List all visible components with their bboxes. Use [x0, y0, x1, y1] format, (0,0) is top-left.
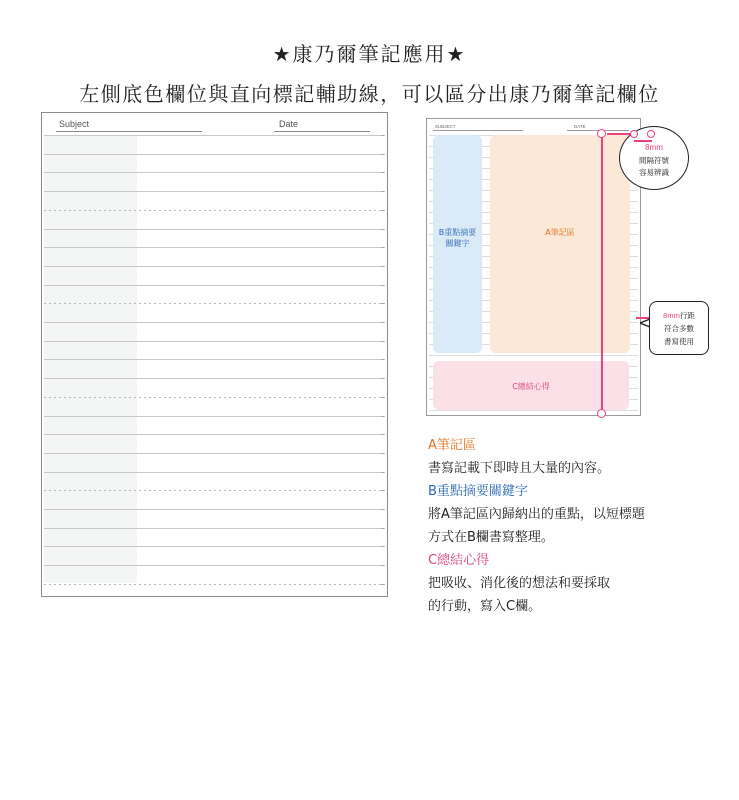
ruled-line — [44, 135, 385, 136]
zone-b-label-line1: B重點摘要 — [438, 228, 477, 237]
rule-callout-line0 — [650, 309, 708, 322]
ruled-line — [44, 229, 385, 230]
rule-value: 8mm — [663, 311, 680, 320]
legend-a-desc: 書寫記載下即時且大量的內容。 — [428, 461, 611, 476]
edge-tick — [381, 341, 384, 342]
ruled-line — [44, 490, 385, 491]
edge-tick — [381, 191, 384, 192]
ruled-line — [44, 416, 385, 417]
ruled-line — [44, 191, 385, 192]
zone-a-label: A筆記區 — [545, 228, 575, 237]
edge-tick — [381, 322, 384, 323]
edge-tick — [381, 490, 384, 491]
edge-tick — [381, 266, 384, 267]
ruled-line — [44, 453, 385, 454]
spacing-value: 8mm — [645, 143, 663, 152]
ruled-line — [44, 172, 385, 173]
subject-line — [56, 131, 202, 132]
edge-tick — [381, 509, 384, 510]
page-title: ★康乃爾筆記應用★ — [272, 42, 467, 66]
ruled-line — [44, 397, 385, 398]
cornell-diagram — [426, 118, 641, 416]
edge-tick — [381, 416, 384, 417]
callout-circle-left — [630, 130, 638, 138]
ruled-line — [44, 509, 385, 510]
page-subtitle: 左側底色欄位與直向標記輔助線，可以區分出康乃爾筆記欄位 — [79, 82, 660, 106]
legend-b-desc-line1: 將A筆記區內歸納出的重點，以短標題 — [428, 507, 645, 522]
diagram-subject-line — [433, 130, 523, 131]
ruled-line — [44, 546, 385, 547]
ruled-line — [44, 154, 385, 155]
edge-tick — [381, 229, 384, 230]
spacing-text-line1: 間隔符號 — [639, 156, 669, 165]
zone-c-label: C總結心得 — [512, 382, 550, 391]
date-label: Date — [279, 119, 299, 129]
notebook-page — [41, 112, 388, 597]
ruled-line — [44, 341, 385, 342]
legend-a-title: A筆記區 — [428, 438, 476, 453]
legend-b-desc-line2: 方式在B欄書寫整理。 — [428, 530, 554, 545]
guide-bottom-circle — [597, 409, 606, 418]
edge-tick — [381, 546, 384, 547]
ruled-line — [44, 322, 385, 323]
rule-text-line1: 符合多數 — [664, 324, 694, 333]
edge-tick — [381, 210, 384, 211]
diagram-date-label: DATE — [574, 124, 586, 129]
legend-c-desc-line1: 把吸收、消化後的想法和要採取 — [428, 576, 611, 591]
callout-measure-line — [634, 140, 652, 142]
legend-c-title: C總結心得 — [428, 553, 490, 568]
spacing-text-line2: 容易辨識 — [639, 168, 669, 177]
rule-text-line2: 書寫使用 — [664, 337, 694, 346]
legend-c-desc-line2: 的行動，寫入C欄。 — [428, 599, 542, 614]
ruled-line — [44, 472, 385, 473]
edge-tick — [381, 453, 384, 454]
zone-b-label — [433, 227, 482, 249]
ruled-line — [44, 285, 385, 286]
ruled-line — [44, 565, 385, 566]
edge-tick — [381, 378, 384, 379]
zone-b-label-line2: 關鍵字 — [445, 239, 470, 248]
edge-tick — [381, 584, 384, 585]
legend-b-title: B重點摘要關鍵字 — [428, 484, 528, 499]
ruled-line — [44, 378, 385, 379]
callout-circle-right — [647, 130, 655, 138]
edge-tick — [381, 528, 384, 529]
spacing-callout — [619, 126, 689, 190]
edge-tick — [381, 172, 384, 173]
diagram-subject-label: SUBJECT — [435, 124, 456, 129]
subject-label: Subject — [59, 119, 90, 129]
edge-tick — [381, 154, 384, 155]
date-line — [274, 131, 370, 132]
edge-tick — [381, 135, 384, 136]
edge-tick — [381, 434, 384, 435]
edge-tick — [381, 247, 384, 248]
ruled-line — [44, 303, 385, 304]
edge-tick — [381, 397, 384, 398]
ruled-line — [44, 528, 385, 529]
diagram-ruled-line — [429, 410, 638, 411]
ruled-line — [44, 434, 385, 435]
edge-tick — [381, 303, 384, 304]
edge-tick — [381, 472, 384, 473]
ruled-line — [44, 359, 385, 360]
guide-top-circle — [597, 129, 606, 138]
ruled-line — [44, 210, 385, 211]
spacing-connector — [607, 133, 631, 135]
diagram-ruled-line — [429, 355, 638, 356]
edge-tick — [381, 285, 384, 286]
ruled-line — [44, 584, 385, 585]
rule-callout — [649, 301, 709, 355]
rule-suffix: 行距 — [679, 311, 695, 320]
edge-tick — [381, 565, 384, 566]
zone-a — [490, 135, 630, 353]
edge-tick — [381, 359, 384, 360]
vertical-guide-line — [601, 134, 603, 414]
ruled-line — [44, 266, 385, 267]
ruled-line — [44, 247, 385, 248]
